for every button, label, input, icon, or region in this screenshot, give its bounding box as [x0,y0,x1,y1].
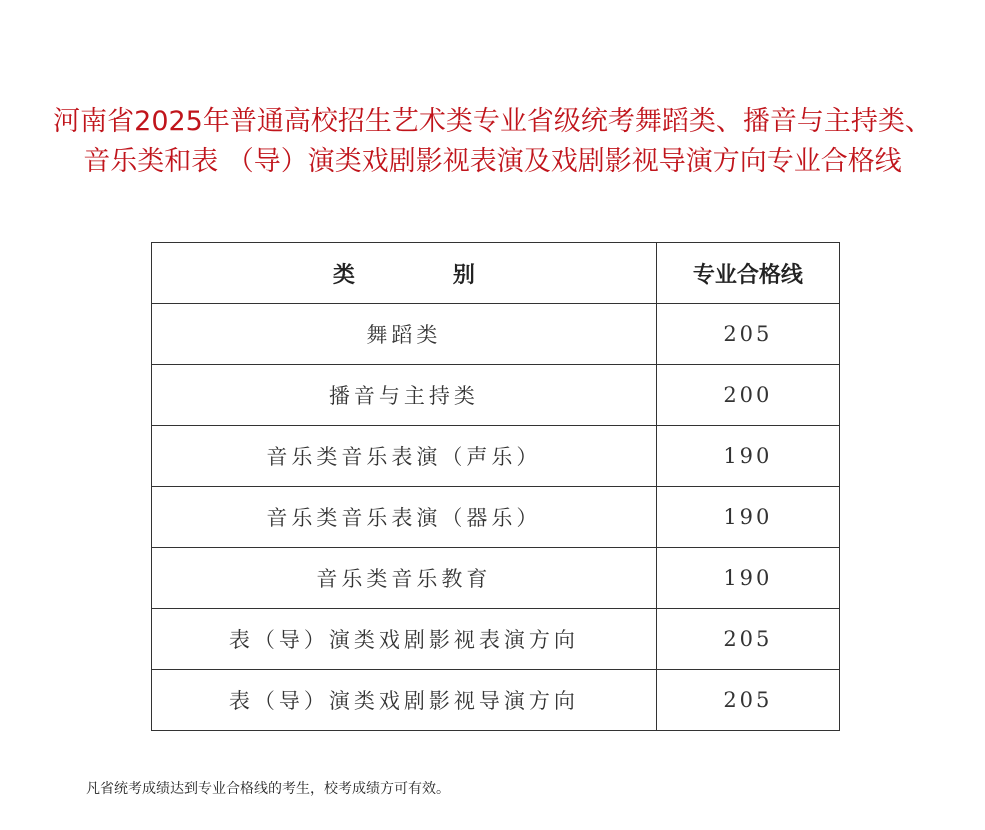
category-cell: 音乐类音乐表演（器乐） [152,487,657,548]
score-cell: 205 [656,609,839,670]
table-row [152,609,840,670]
category-cell: 音乐类音乐教育 [152,548,657,609]
category-cell: 表（导）演类戏剧影视导演方向 [152,670,657,731]
table-row [152,670,840,731]
category-cell: 表（导）演类戏剧影视表演方向 [152,609,657,670]
table-header-row [152,243,840,304]
table-row [152,426,840,487]
table-row [152,487,840,548]
score-cell: 205 [656,304,839,365]
score-cell: 190 [656,426,839,487]
score-cell: 200 [656,365,839,426]
page-title: 河南省2025年普通高校招生艺术类专业省级统考舞蹈类、播音与主持类、音乐类和表 （导）演类戏剧影视表演及戏剧影视导演方向专业合格线 [53,106,932,177]
header-category: 类 别 [152,243,657,304]
header-score: 专业合格线 [656,243,839,304]
table-row [152,548,840,609]
score-cell: 205 [656,670,839,731]
table-row [152,365,840,426]
score-table [151,242,840,731]
footnote: 凡省统考成绩达到专业合格线的考生，校考成绩方可有效。 [86,781,450,797]
category-cell: 音乐类音乐表演（声乐） [152,426,657,487]
category-cell: 舞蹈类 [152,304,657,365]
score-cell: 190 [656,548,839,609]
table-row [152,304,840,365]
category-cell: 播音与主持类 [152,365,657,426]
score-cell: 190 [656,487,839,548]
